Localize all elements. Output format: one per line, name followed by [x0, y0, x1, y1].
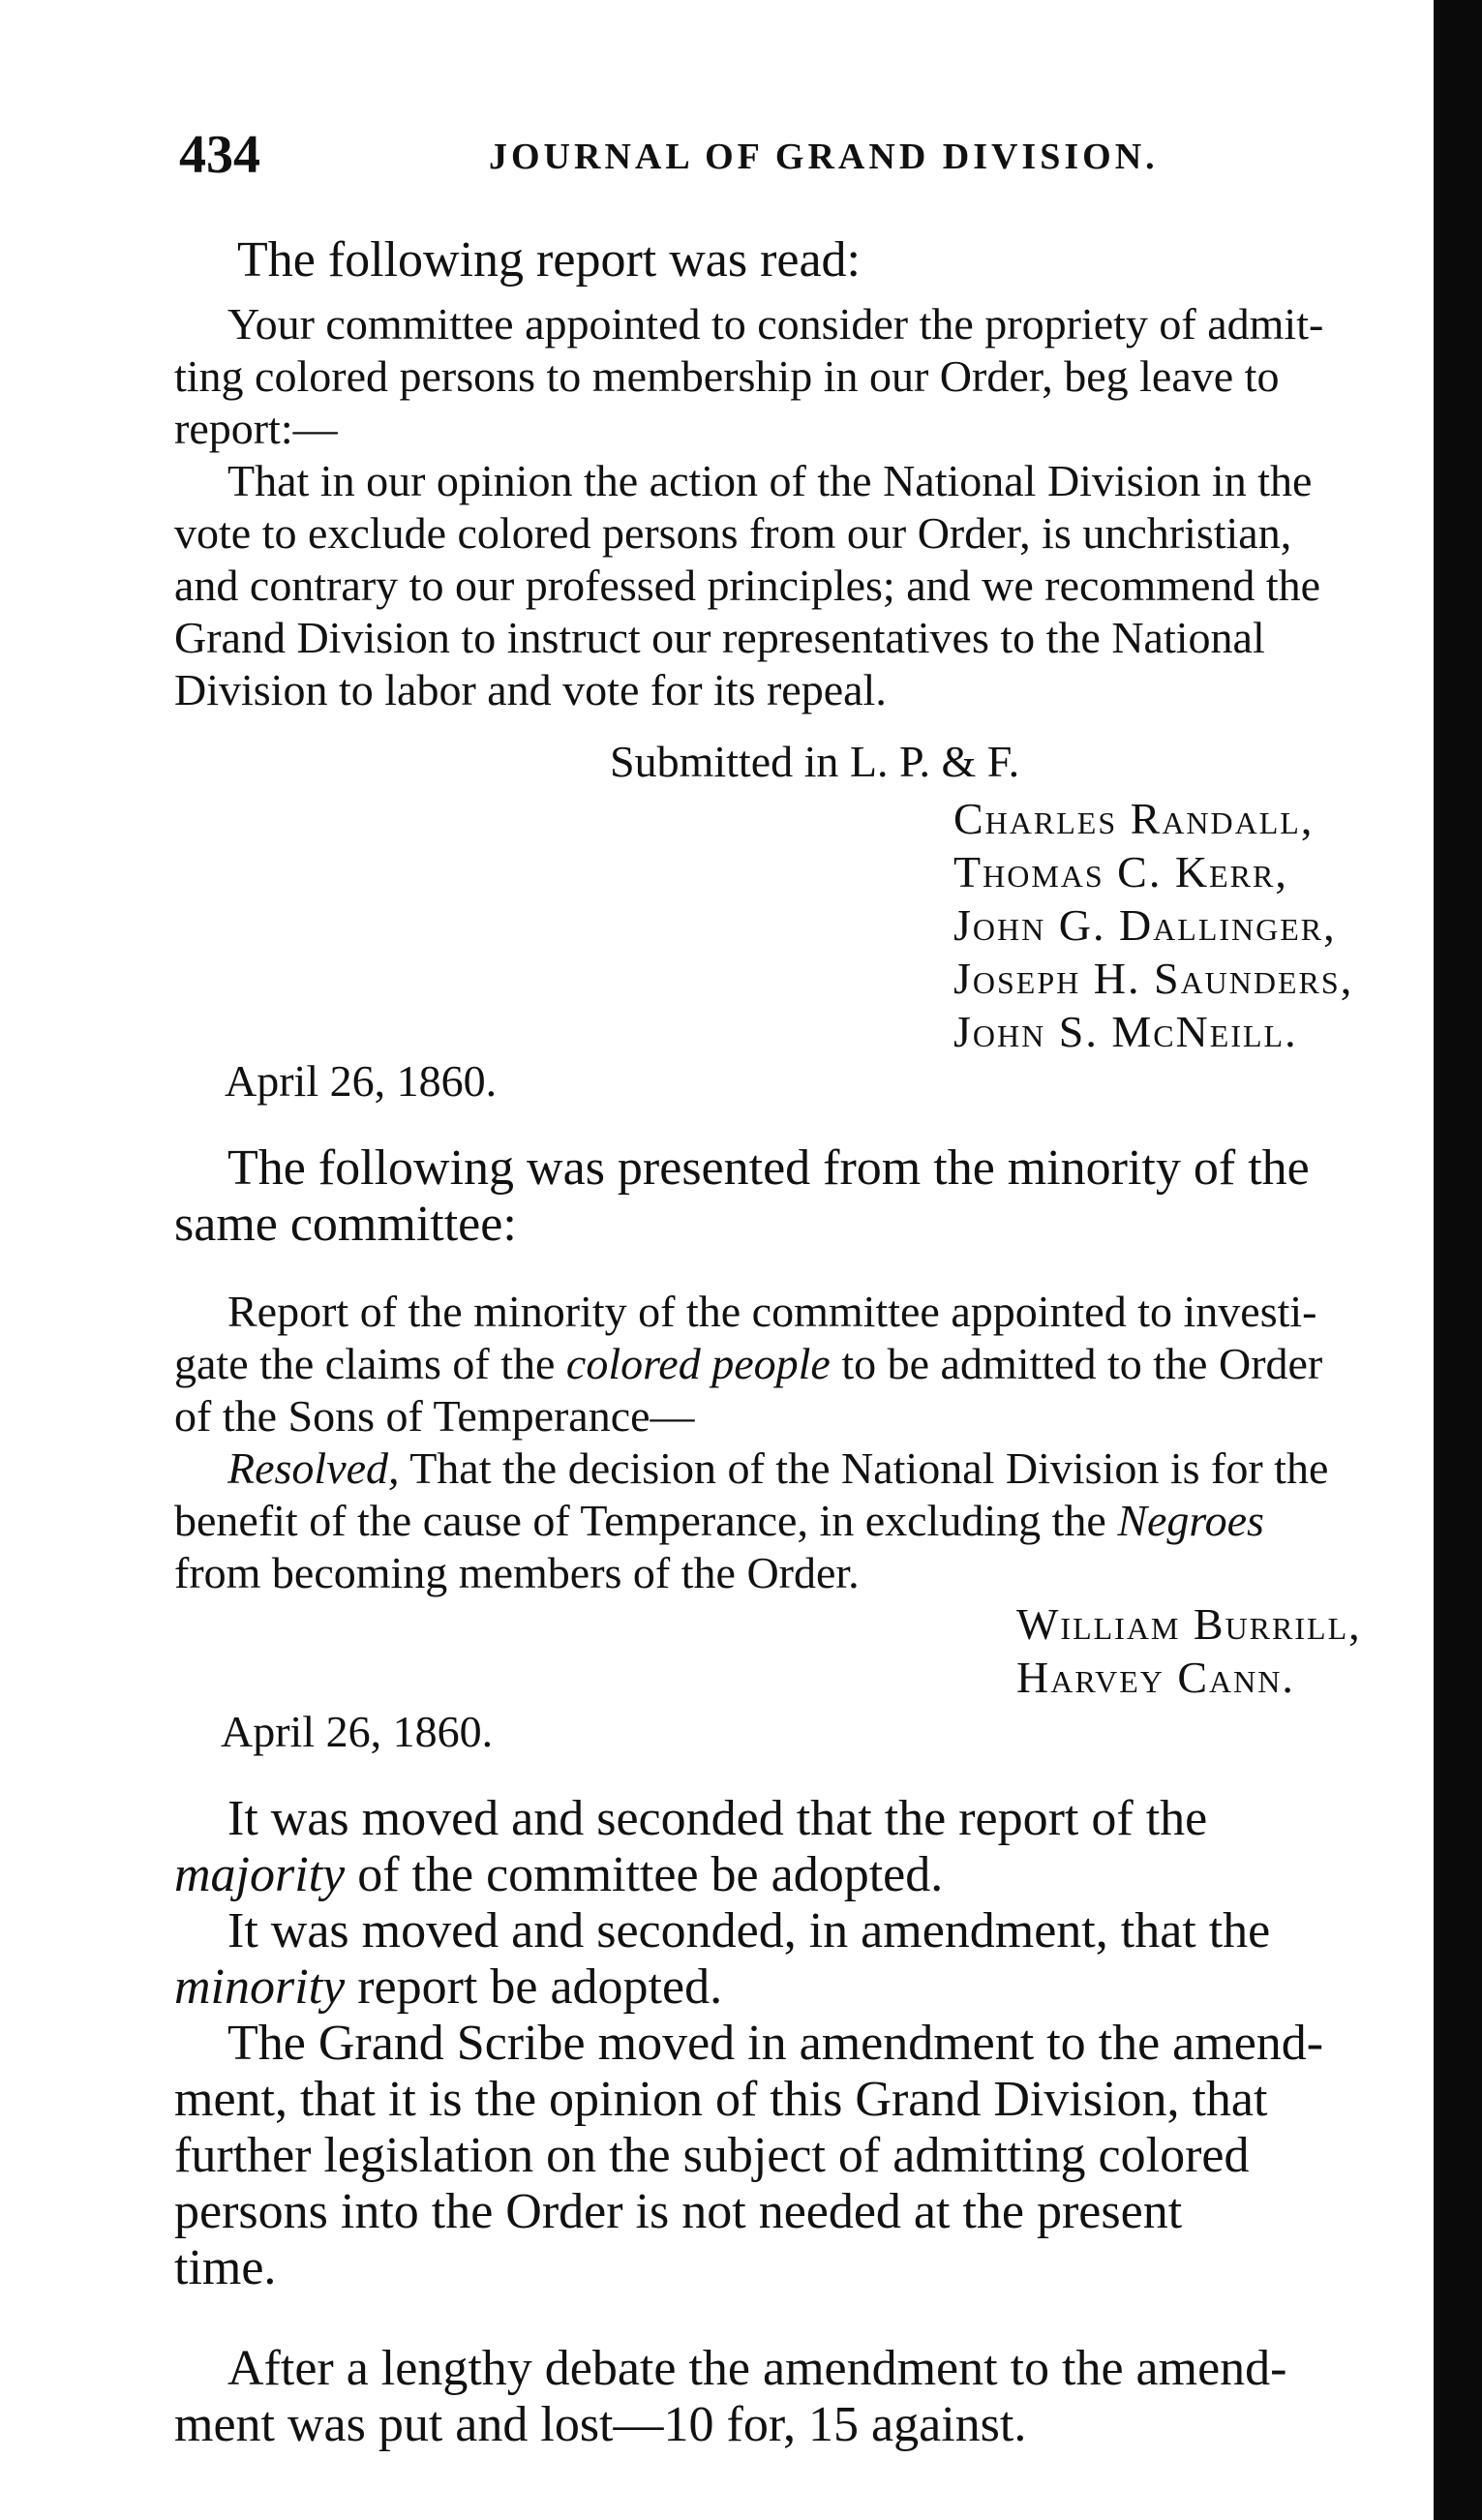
submitted-line: Submitted in L. P. & F.: [610, 737, 1020, 786]
motion-line: It was moved and seconded, in amendment, that the: [227, 1903, 1271, 1958]
minority-italic-text: colored people: [565, 1339, 831, 1388]
report-line: and contrary to our professed principles; and we recommend the: [174, 561, 1321, 610]
report-line: report:—: [174, 404, 338, 453]
report-line: ting colored persons to membership in our Order, beg leave to: [174, 351, 1280, 401]
motion-line: It was moved and seconded that the report of the: [227, 1791, 1208, 1846]
minority-intro-line: same committee:: [174, 1197, 517, 1252]
report-line: Your committee appointed to consider the propriety of admit-: [227, 299, 1324, 349]
resolved-italic-text: Negroes: [1117, 1496, 1264, 1545]
report-line: Division to labor and vote for its repeal.: [174, 665, 887, 714]
resolved-line: [174, 1495, 1328, 1547]
minority-text: to be admitted to the Order: [830, 1339, 1323, 1388]
signatory-name: John G. Dallinger,: [953, 900, 1337, 950]
minority-intro: [174, 1140, 1310, 1253]
minority-signatories: [1016, 1597, 1362, 1704]
motion-line: ment, that it is the opinion of this Grand Division, that: [174, 2072, 1268, 2127]
motion-line: persons into the Order is not needed at the present: [174, 2184, 1183, 2239]
minority-report-body: [174, 1286, 1328, 1599]
minority-date: April 26, 1860.: [221, 1707, 494, 1756]
motion-line: After a lengthy debate the amendment to the amend-: [227, 2341, 1287, 2396]
motion-italic-text: majority: [174, 1847, 346, 1902]
motion-line: The Grand Scribe moved in amendment to the amend-: [227, 2016, 1324, 2071]
motion-line: ment was put and lost—10 for, 15 against.: [174, 2397, 1027, 2452]
resolved-word: Resolved,: [227, 1443, 400, 1493]
signatory-name: Harvey Cann.: [1016, 1653, 1295, 1702]
page-number: 434: [179, 125, 260, 185]
minority-line: [174, 1338, 1328, 1390]
motion-line: time.: [174, 2240, 277, 2295]
minority-intro-line: The following was presented from the minority of the: [227, 1140, 1310, 1196]
motion-line: [174, 1847, 1323, 1903]
signatory-name: William Burrill,: [1016, 1599, 1362, 1649]
resolved-line: from becoming members of the Order.: [174, 1548, 860, 1597]
page-header: [179, 124, 1195, 185]
report-body: [174, 298, 1323, 716]
signatory-name: Joseph H. Saunders,: [953, 954, 1354, 1003]
majority-signatories: [953, 792, 1353, 1058]
resolved-text: benefit of the cause of Temperance, in excluding the: [174, 1496, 1118, 1545]
motion-italic-text: minority: [174, 1959, 346, 2015]
minority-text: gate the claims of the: [174, 1339, 566, 1388]
report-intro: The following report was read:: [237, 232, 862, 288]
motion-text: of the committee be adopted.: [345, 1847, 944, 1902]
motions-section: [174, 1791, 1323, 2296]
report-line: vote to exclude colored persons from our Order, is unchristian,: [174, 508, 1292, 558]
report-line: Grand Division to instruct our representatives to the National: [174, 613, 1265, 662]
motion-line: [174, 1959, 1323, 2016]
motion-text: report be adopted.: [345, 1959, 723, 2015]
final-motion: [174, 2341, 1286, 2453]
minority-line: of the Sons of Temperance—: [174, 1391, 695, 1441]
report-date: April 26, 1860.: [225, 1056, 498, 1106]
motion-line: further legislation on the subject of admitting colored: [174, 2128, 1250, 2183]
report-line: That in our opinion the action of the National Division in the: [227, 456, 1313, 505]
resolved-text: That the decision of the National Division is for the: [399, 1443, 1329, 1493]
running-head: JOURNAL OF GRAND DIVISION.: [489, 137, 1159, 177]
signatory-name: John S. McNeill.: [953, 1007, 1298, 1056]
resolved-line: [174, 1442, 1328, 1495]
minority-line: Report of the minority of the committee appointed to investi-: [227, 1287, 1317, 1336]
signatory-name: Thomas C. Kerr,: [953, 847, 1288, 896]
signatory-name: Charles Randall,: [953, 794, 1315, 843]
page-edge-shadow: [1434, 0, 1482, 2520]
